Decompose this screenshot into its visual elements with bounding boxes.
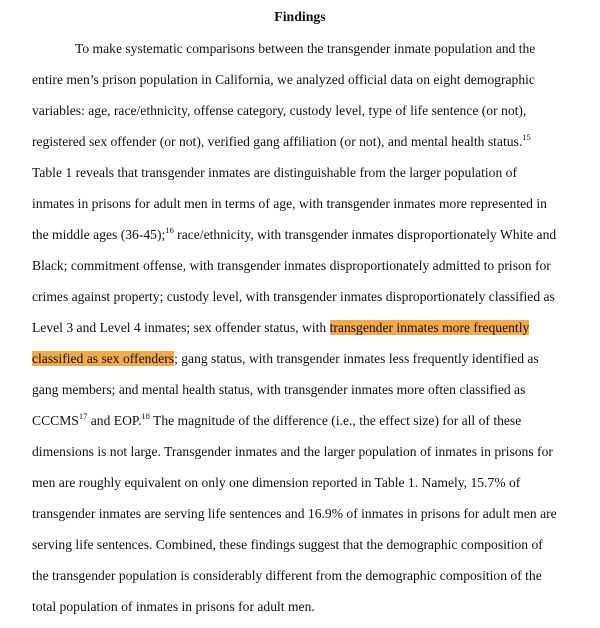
text-line-11 [32,349,539,369]
text-line-10 [32,318,529,338]
text-line-4-text: registered sex offender (or not), verified gang affiliation (or not), and mental health status. [32,134,523,149]
text-line-2: entire men’s prison population in California, we analyzed official data on eight demographic [32,72,535,87]
text-line-17: serving life sentences. Combined, these findings suggest that the demographic composition of [32,537,543,552]
text-line-18: the transgender population is considerably different from the demographic composition of the [32,568,542,583]
highlighted-text-1: transgender inmates more frequently [329,320,530,335]
text-line-13-part-c: The magnitude of the difference (i.e., the effect size) for all of these [149,413,522,428]
text-line-3: variables: age, race/ethnicity, offense category, custody level, type of life sentence (or not), [32,103,527,118]
text-line-14: dimensions is not large. Transgender inmates and the larger population of inmates in prisons for [32,444,553,459]
text-line-4 [32,132,531,152]
text-line-13 [32,411,521,431]
text-line-16: transgender inmates are serving life sentences and 16.9% of inmates in prisons for adult men are [32,506,557,521]
text-line-19: total population of inmates in prisons for adult men. [32,599,315,614]
footnote-ref-16: 16 [165,225,174,235]
text-line-13-part-a: CCCMS [32,413,79,428]
text-line-15: men are roughly equivalent on only one dimension reported in Table 1. Namely, 15.7% of [32,475,521,490]
text-line-11-part-b: ; gang status, with transgender inmates less frequently identified as [174,351,539,366]
text-line-8: Black; commitment offense, with transgender inmates disproportionately admitted to prison for [32,258,551,273]
text-line-9: crimes against property; custody level, with transgender inmates disproportionately classified as [32,289,555,304]
text-line-13-part-b: and EOP. [87,413,142,428]
text-line-1: To make systematic comparisons between the transgender inmate population and the [75,41,536,56]
highlighted-text-2: classified as sex offenders [32,351,175,366]
section-heading: Findings [274,9,326,24]
text-line-7-part-b: race/ethnicity, with transgender inmates disproportionately White and [173,227,557,242]
text-line-7 [32,225,556,245]
footnote-ref-15: 15 [522,132,531,142]
footnote-ref-17: 17 [78,411,88,421]
text-line-5: Table 1 reveals that transgender inmates are distinguishable from the larger population of [32,165,517,180]
footnote-ref-18: 18 [141,411,150,421]
text-line-6: inmates in prisons for adult men in terms of age, with transgender inmates more represented in [32,196,547,211]
text-line-7-part-a: the middle ages (36-45); [32,227,166,242]
text-line-12: gang members; and mental health status, with transgender inmates more often classified as [32,382,526,397]
text-line-10-part-a: Level 3 and Level 4 inmates; sex offender status, with [32,320,330,335]
